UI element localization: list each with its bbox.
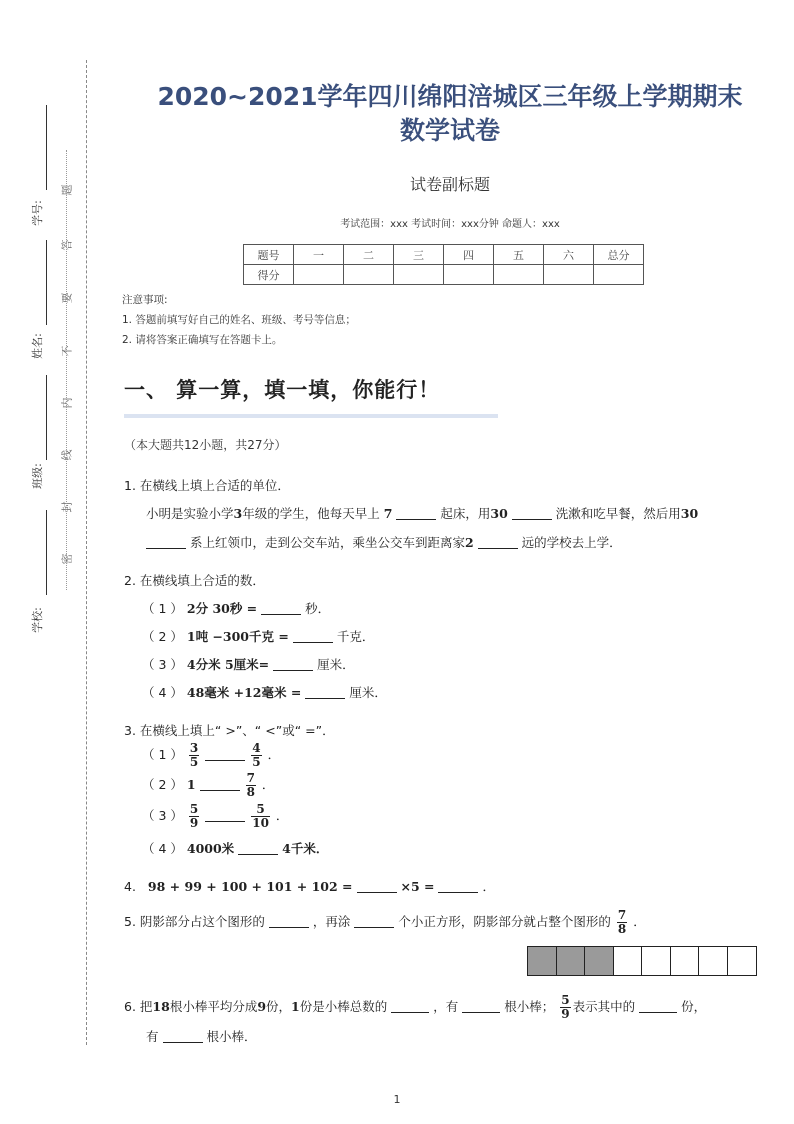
score-header-cell: 一 (294, 245, 344, 265)
q2-item-unit: 厘米． (349, 685, 387, 700)
q1-text: 洗漱和吃早餐，然后用 (555, 506, 681, 521)
binding-warning-char: 要 (60, 292, 74, 304)
fraction: $\frac{7}{8}$ (617, 908, 627, 936)
q3-item-tag: （ 4 ） (142, 841, 183, 856)
q3-item (142, 839, 328, 857)
q5 (124, 909, 646, 936)
answer-blank[interactable] (639, 999, 677, 1013)
section-note: （本大题共12小题，共27分） (124, 438, 287, 452)
q4-expression: 98 + 99 + 100 + 101 + 102 = (147, 879, 353, 894)
notes (122, 290, 356, 350)
binding-warning-char: 内 (60, 397, 74, 409)
binding-dotted-line (66, 150, 67, 590)
q1-text: 小明是实验小学 (146, 506, 234, 521)
q6-number: 1 (291, 999, 300, 1014)
answer-blank[interactable] (205, 747, 245, 761)
student-name-label: 姓名: (30, 333, 44, 359)
period: ． (275, 808, 289, 823)
answer-blank[interactable] (200, 777, 240, 791)
q1-line1 (146, 504, 698, 522)
q1-line2 (146, 533, 622, 551)
q2-item (142, 599, 330, 617)
q2-item (142, 627, 374, 645)
q4-multiply: ×5 = (400, 879, 435, 894)
binding-warning-char: 答 (60, 239, 74, 251)
blank-square (642, 947, 671, 975)
q1-number: 2 (465, 535, 474, 550)
q3-item-tag: （ 2 ） (142, 777, 183, 792)
q6-text: 份， (266, 999, 292, 1014)
fraction: $\frac{5}{9}$ (561, 993, 570, 1021)
score-header-cell: 三 (394, 245, 444, 265)
school-field[interactable] (46, 510, 47, 595)
q1-text: 起床，用 (440, 506, 491, 521)
score-cell[interactable] (594, 265, 644, 285)
q3-left-value: 4000米 (186, 841, 235, 856)
q6-text: 根小棒平均分成 (169, 999, 258, 1014)
page-number: 1 (393, 1093, 401, 1106)
q2-item-expr: 2分 30秒 = (186, 601, 258, 616)
score-cell[interactable] (344, 265, 394, 285)
answer-blank[interactable] (163, 1029, 203, 1043)
q6-text: 6. 把 (124, 999, 153, 1014)
fraction: $\frac{4}{5}$ (252, 741, 261, 769)
q1-number: 7 (383, 506, 393, 521)
class-label: 班级: (30, 463, 44, 489)
exam-title-line1: 2020~2021学年四川绵阳涪城区三年级上学期期末 (157, 82, 743, 111)
binding-margin (0, 0, 100, 1124)
q5-text: 个小正方形，阴影部分就占整个图形的 (398, 914, 611, 929)
q2-item-tag: （ 2 ） (142, 629, 183, 644)
q3-item (142, 803, 288, 830)
q1-number: 30 (680, 506, 699, 521)
student-id-field[interactable] (46, 105, 47, 190)
score-cell[interactable] (444, 265, 494, 285)
period: ． (633, 914, 646, 929)
shaded-square (585, 947, 614, 975)
q3-item (142, 742, 280, 769)
fraction: $\frac{5}{9}$ (189, 802, 199, 830)
score-row-label: 得分 (244, 265, 294, 285)
q2-item-tag: （ 4 ） (142, 685, 183, 700)
q5-text: 5. 阴影部分占这个图形的 (124, 914, 265, 929)
school-label: 学校: (30, 607, 44, 633)
q2-item-tag: （ 1 ） (142, 601, 183, 616)
answer-blank[interactable] (396, 506, 436, 520)
q6-text: 份， (681, 999, 707, 1014)
score-table-score-row (244, 265, 644, 285)
score-header-cell: 六 (544, 245, 594, 265)
shaded-square (528, 947, 557, 975)
q2-item-expr: 4分米 5厘米= (186, 657, 270, 672)
q6-text: 有 (146, 1029, 159, 1044)
score-cell[interactable] (394, 265, 444, 285)
score-cell[interactable] (294, 265, 344, 285)
exam-subtitle: 试卷副标题 (409, 175, 490, 194)
q6-text: ，有 (433, 999, 459, 1014)
binding-warning-char: 密 (60, 553, 74, 565)
answer-blank[interactable] (512, 506, 552, 520)
score-table-header-row (244, 245, 644, 265)
q2-item-expr: 1吨 −300千克 = (186, 629, 289, 644)
score-table (243, 244, 644, 285)
answer-blank[interactable] (293, 629, 333, 643)
score-header-cell: 总分 (594, 245, 644, 265)
answer-blank[interactable] (462, 999, 500, 1013)
q2-item-tag: （ 3 ） (142, 657, 183, 672)
q6-text: 表示其中的 (572, 999, 636, 1014)
q2-item-unit: 厘米． (317, 657, 355, 672)
q1-stem: 1. 在横线上填上合适的单位． (124, 478, 290, 493)
cut-line (86, 60, 87, 1045)
score-header-cell: 题号 (244, 245, 294, 265)
q6-number: 9 (257, 999, 267, 1014)
answer-blank[interactable] (205, 808, 245, 822)
student-id-label: 学号: (30, 200, 44, 226)
q5-text: ，再涂 (312, 914, 351, 929)
q3-item-tag: （ 1 ） (142, 747, 183, 762)
q2-item-expr: 48毫米 +12毫米 = (186, 685, 302, 700)
q6-line2 (146, 1027, 257, 1045)
whole-number: 1 (186, 777, 196, 792)
q5-square-grid (527, 946, 757, 976)
q1-text: 远的学校去上学． (521, 535, 622, 550)
q4-number: 4. (124, 879, 136, 894)
period: ． (261, 777, 275, 792)
score-header-cell: 五 (494, 245, 544, 265)
answer-blank[interactable] (305, 685, 345, 699)
q2-item-unit: 秒． (305, 601, 331, 616)
q3-stem: 3. 在横线上填上“ >”、“ <”或“ =”． (124, 723, 335, 738)
q6-text: 份是小棒总数的 (299, 999, 388, 1014)
student-name-field[interactable] (46, 240, 47, 325)
notes-heading: 注意事项: (122, 294, 168, 306)
blank-square (699, 947, 728, 975)
binding-warning-char: 线 (60, 449, 74, 461)
answer-blank[interactable] (238, 841, 278, 855)
score-header-cell: 二 (344, 245, 394, 265)
fraction: $\frac{7}{8}$ (246, 771, 255, 799)
notes-item: 2. 请将答案正确填写在答题卡上。 (122, 334, 283, 346)
exam-meta: 考试范围：xxx 考试时间：xxx分钟 命题人：xxx (340, 219, 560, 230)
section-title: 一、 算一算，填一填，你能行！ (124, 378, 441, 402)
answer-blank[interactable] (391, 999, 429, 1013)
q6-number: 18 (152, 999, 170, 1014)
section-underline (124, 414, 498, 418)
score-cell[interactable] (494, 265, 544, 285)
answer-blank[interactable] (478, 535, 518, 549)
score-cell[interactable] (544, 265, 594, 285)
fraction: $\frac{5}{10}$ (252, 802, 269, 830)
exam-title-line2: 数学试卷 (399, 116, 500, 145)
answer-blank[interactable] (269, 914, 309, 928)
q1-text: 年级的学生，他每天早上 (242, 506, 380, 521)
q2-item (142, 683, 387, 701)
answer-blank[interactable] (354, 914, 394, 928)
q2-item-unit: 千克． (336, 629, 375, 644)
period: ． (267, 747, 281, 762)
q1-text: 系上红领巾，走到公交车站，乘坐公交车到距离家 (189, 535, 465, 550)
q1-number: 3 (233, 506, 243, 521)
q6-text: 根小棒． (206, 1029, 257, 1044)
q3-item (142, 772, 274, 799)
q3-right-value: 4千米． (282, 841, 329, 856)
answer-blank[interactable] (273, 657, 313, 671)
class-field[interactable] (46, 375, 47, 460)
q2-stem: 2. 在横线填上合适的数． (124, 573, 265, 588)
binding-warning-char: 题 (60, 184, 74, 196)
binding-warning-char: 不 (60, 345, 74, 357)
q4 (124, 877, 495, 895)
blank-square (728, 947, 757, 975)
q1-number: 30 (490, 506, 508, 521)
answer-blank[interactable] (438, 879, 478, 893)
answer-blank[interactable] (146, 535, 186, 549)
score-header-cell: 四 (444, 245, 494, 265)
blank-square (671, 947, 700, 975)
q6-text: 根小棒； (504, 999, 555, 1014)
period: ． (482, 879, 495, 894)
q6-line1 (124, 994, 706, 1021)
answer-blank[interactable] (261, 601, 301, 615)
fraction: $\frac{3}{5}$ (189, 741, 199, 769)
answer-blank[interactable] (357, 879, 397, 893)
binding-warning-char: 封 (60, 501, 74, 513)
q2-item (142, 655, 355, 673)
blank-square (614, 947, 643, 975)
notes-item: 1. 答题前填写好自己的姓名、班级、考号等信息； (122, 314, 356, 326)
q3-item-tag: （ 3 ） (142, 808, 183, 823)
shaded-square (557, 947, 586, 975)
